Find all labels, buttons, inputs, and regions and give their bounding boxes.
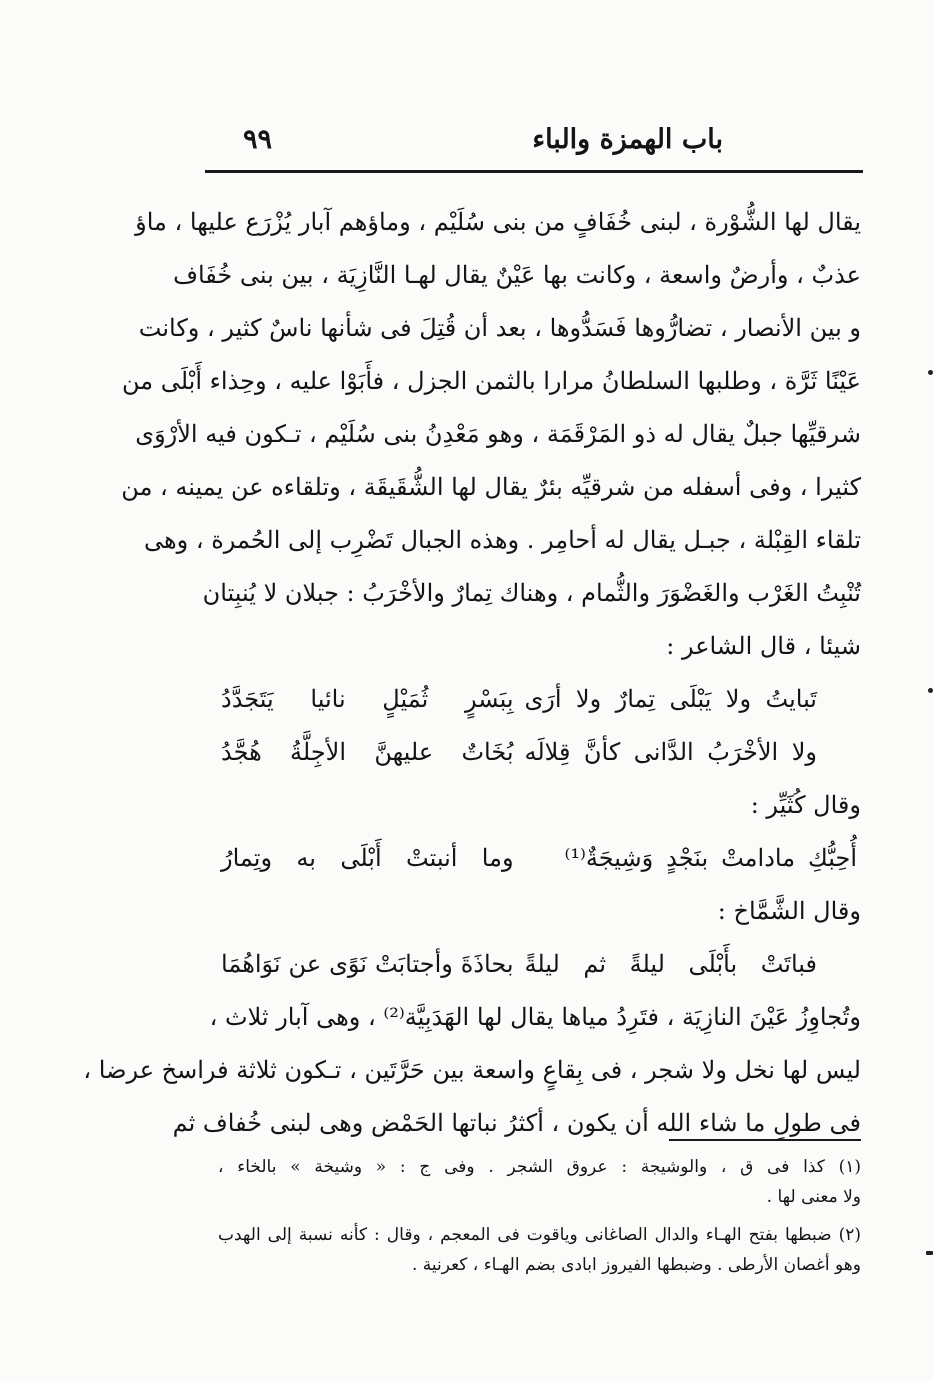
poem-verse — [213, 832, 861, 885]
text-line: عَيْنًا ثَرَّة ، وطلبها السلطانُ مرارا بالثمن الجزل ، فأَبَوْا عليه ، وحِذاء أَبْلَى من — [121, 367, 861, 395]
text-line: و بين الأنصار ، تضارُّوها فَسَدُّوها ، بعد أن قُتِلَ فى شأنها ناسٌ كثير ، وكانت — [138, 314, 861, 342]
text-line: تُنْبِتُ الغَرْب والغَضْوَرَ والثُّمام ، وهناك تِمارٌ والأخْرَبُ : جبلان لا يُنبِتان — [202, 579, 861, 607]
text-line: فى طولِ ما شاء الله أن يكون ، أكثرُ نباتها الحَمْض وهى لبنى خُفاف ثم — [172, 1109, 861, 1137]
verse-second-hemistich: بِبَسْرٍ ثُمَيْلٍ نائيا يَتَجَدَّدُ — [221, 685, 514, 713]
margin-mark — [928, 370, 933, 375]
running-title: باب الهمزة والباء — [532, 124, 723, 155]
footnote-rule — [669, 1139, 861, 1141]
text-line: ليس لها نخل ولا شجر ، فى بِقاعٍ واسعة بين حَرَّتَين ، تـكون ثلاثة فراسخ عرضا ، — [83, 1056, 861, 1084]
text-line: شرقيِّها جبلٌ يقال له ذو المَرْقَمَة ، وهو مَعْدِنُ بنى سُلَيْم ، تـكون فيه الأرْوَى — [135, 420, 861, 448]
text-line: وتُجاوِزُ عَيْنَ النازِيَة ، فتَرِدُ مياها يقال لها الهَدَبِيَّة⁽²⁾ ، وهى آبار ثلاث ، — [209, 1003, 861, 1031]
poem-verse — [213, 673, 861, 726]
poem-verse — [213, 938, 861, 991]
header-rule — [205, 170, 863, 173]
margin-mark — [926, 1251, 933, 1255]
text-line: تلقاء القِبْلة ، جبـل يقال له أحامِر . وهذه الجبال تَضْرِب إلى الحُمرة ، وهى — [143, 526, 861, 554]
main-text — [83, 196, 861, 1150]
page-number: ٩٩ — [243, 124, 273, 155]
poet-attribution: وقال كُثَيِّر : — [750, 791, 861, 819]
footnote-1-continuation: ولا معنى لها . — [766, 1187, 861, 1207]
verse-first-hemistich: أُحِبُّكِ مادامتْ بنَجْدٍ وَشِيجَةٌ⁽¹⁾ — [564, 844, 857, 872]
verse-second-hemistich: بحاذَةَ وأجتابَتْ نَوًى عن نَوَاهُمَا — [221, 950, 514, 978]
page-header — [205, 118, 863, 168]
verse-first-hemistich: فباتَتْ بأَبْلَى ليلةً ثم ليلةً — [524, 950, 817, 978]
footnote-2-continuation: وهو أغصان الأرطى . وضبطها الفيروز ابادى بضم الهـاء ، كعرنية . — [411, 1255, 861, 1275]
margin-mark — [928, 688, 933, 693]
text-line: كثيرا ، وفى أسفله من شرقيِّه بئرٌ يقال لها الشُّقَيقَة ، وتلقاءه عن يمينه ، من — [121, 473, 861, 501]
text-line: يقال لها الشُّوْرة ، لبنى خُفَافٍ من بنى سُلَيْم ، وماؤهم آبار يُزْرَع عليها ، ماؤ — [135, 208, 861, 236]
footnote-2: (٢) ضبطها بفتح الهـاء والدال الصاغانى وياقوت فى المعجم ، وقال : كأنه نسبة إلى الهدب — [218, 1225, 861, 1245]
verse-second-hemistich: وما أنبتتْ أَبْلَى به وتِمارُ — [221, 844, 514, 872]
verse-first-hemistich: ولا الأخْرَبُ الدَّانى كأنَّ قِلالَه — [524, 738, 817, 766]
verse-second-hemistich: بُخَاتٌ عليهنَّ الأجِلَّةُ هُجَّدُ — [221, 738, 514, 766]
footnote-1: (١) كذا فى ق ، والوشيجة : عروق الشجر . وفى ج : « وشيخة » بالخاء ، — [218, 1157, 861, 1177]
footnotes — [218, 1152, 861, 1280]
text-line: شيئا ، قال الشاعر : — [666, 632, 861, 660]
poem-verse — [213, 726, 861, 779]
poet-attribution: وقال الشَّمَّاخ : — [717, 897, 861, 925]
verse-first-hemistich: تَبايتُ ولا يَبْلَى تِمارٌ ولا أرَى — [524, 685, 817, 713]
text-line: عذبٌ ، وأرضٌ واسعة ، وكانت بها عَيْنٌ يقال لهـا النَّازِيَة ، بين بنى خُفَاف — [173, 261, 861, 289]
